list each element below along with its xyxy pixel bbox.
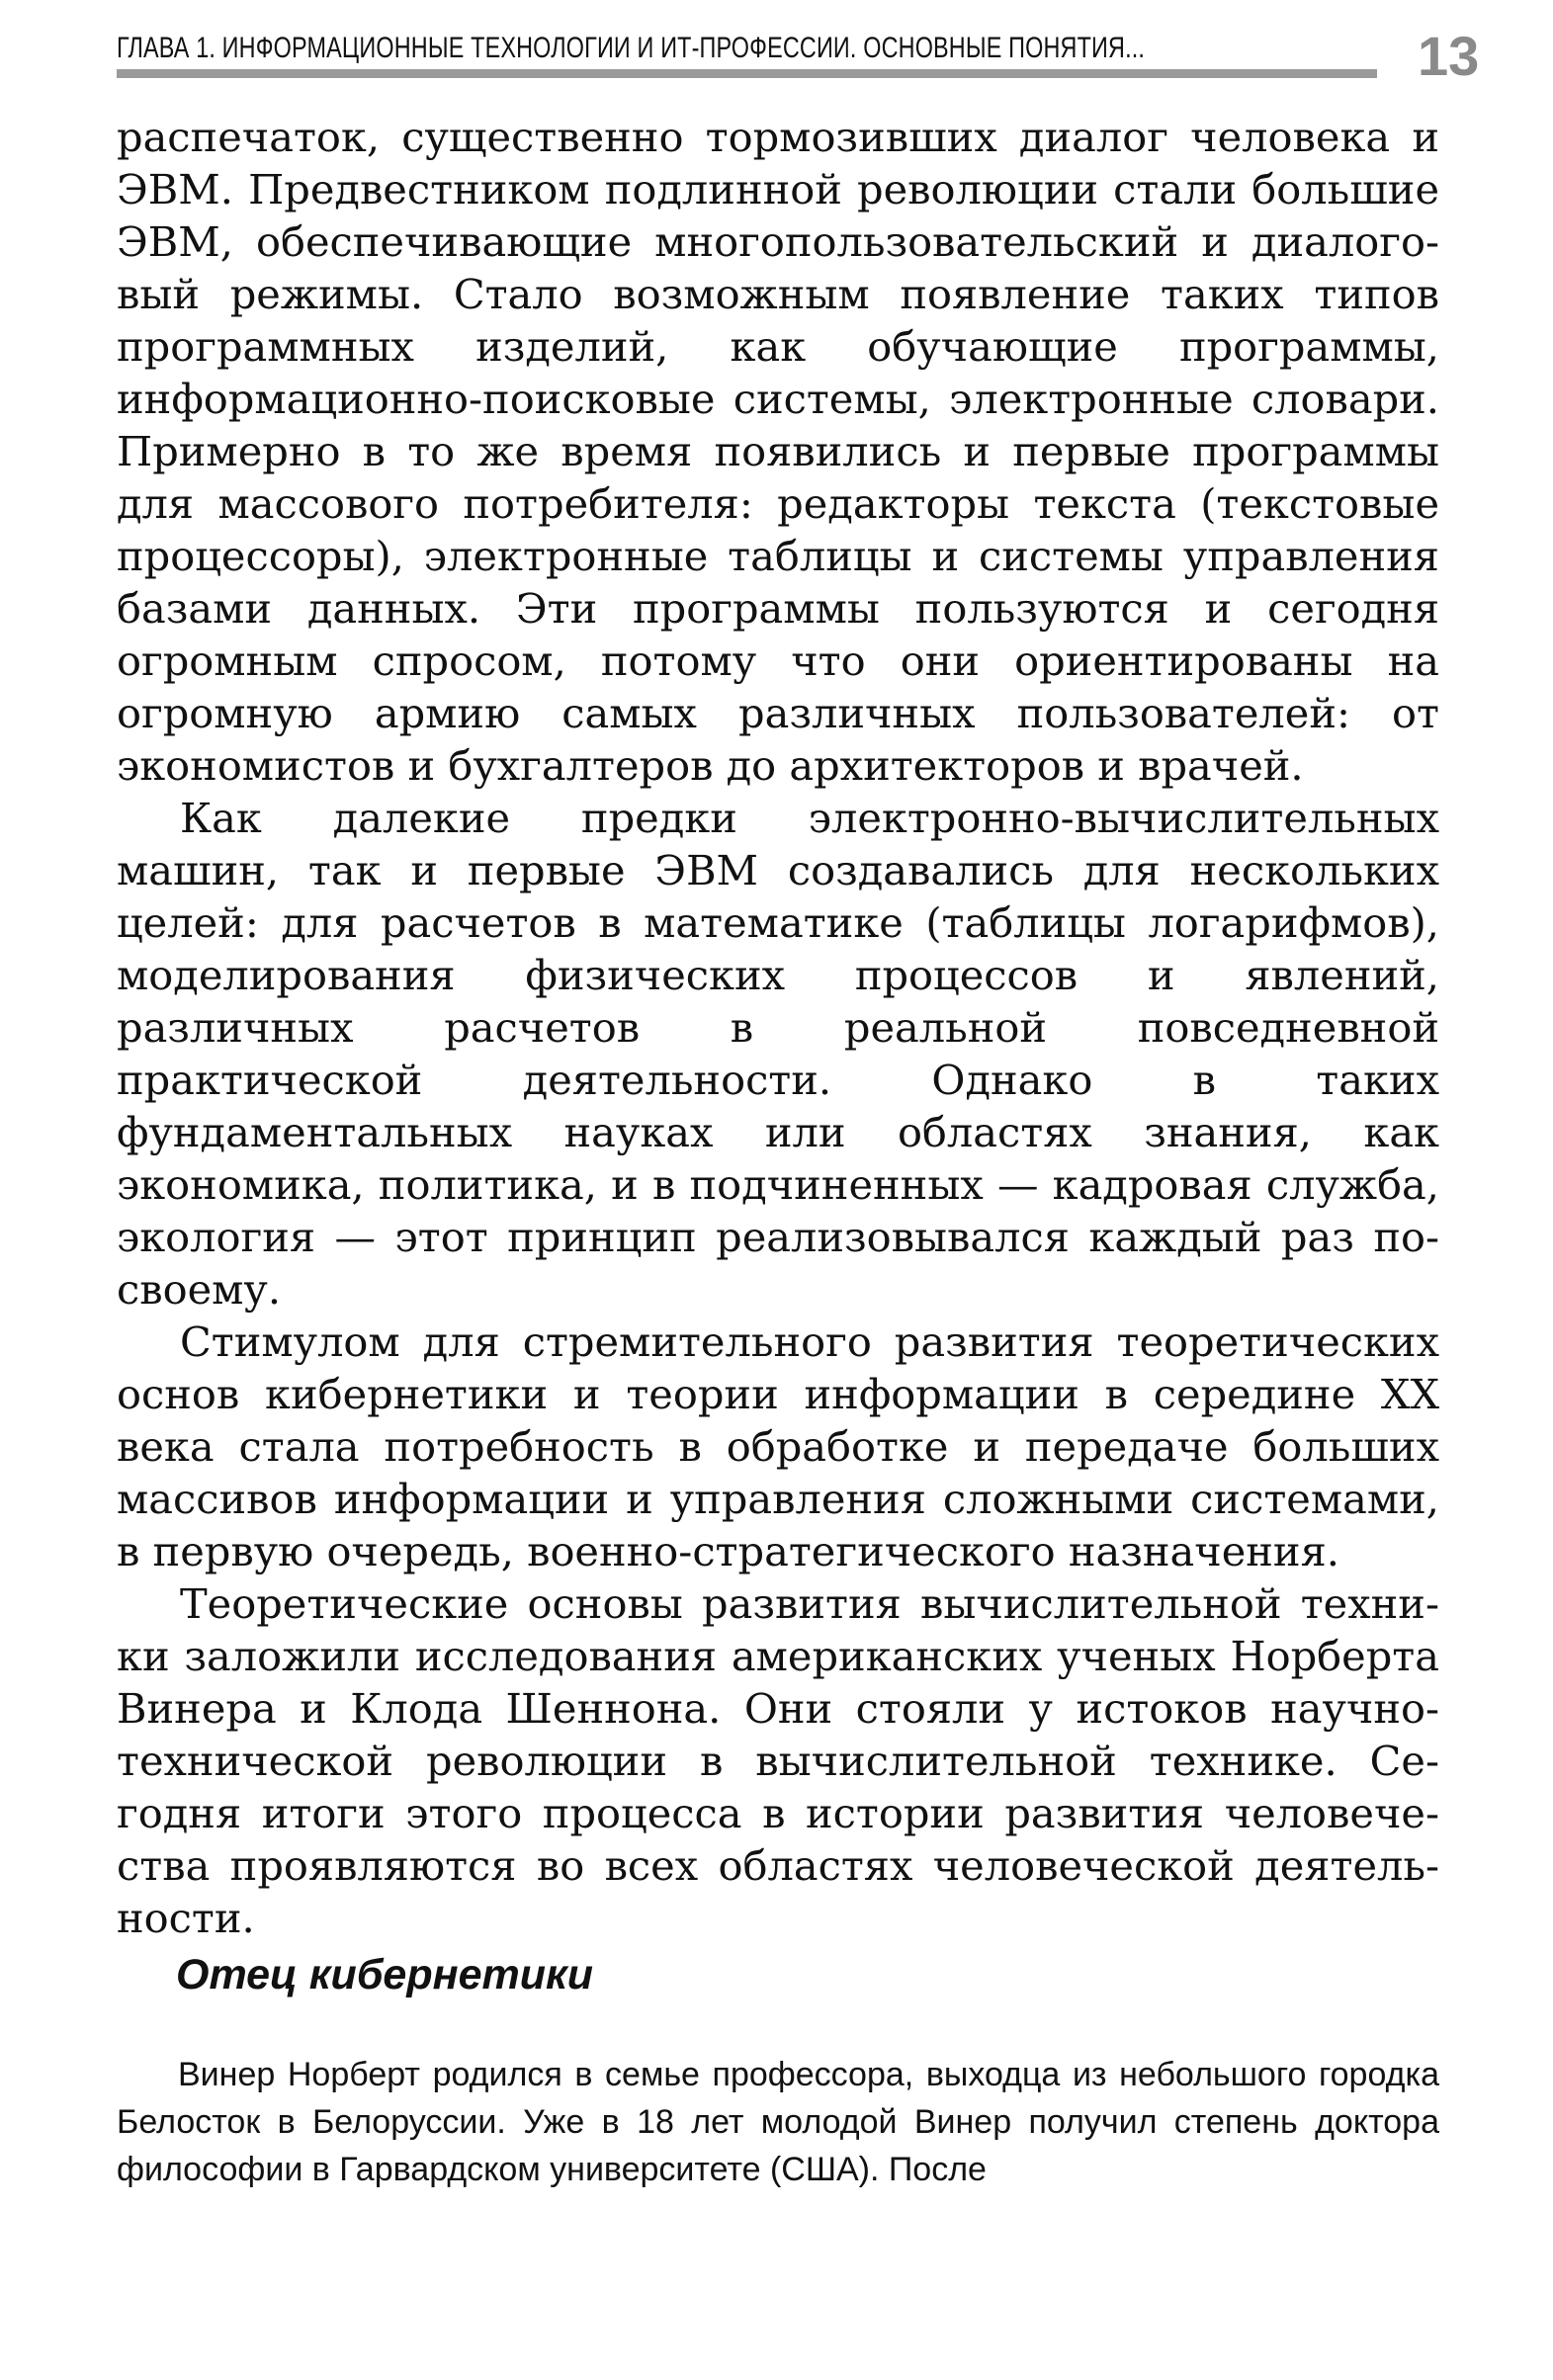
box-paragraph: Винер Норберт родился в семье профессора, выходца из небольшого городка Белосток в Белоруссии. Уже в 18 лет молодой Винер получил степень доктора философии в Гарвардском университете (США). После [117, 2056, 1439, 2188]
page-number: 13 [1418, 25, 1480, 87]
paragraph: распечаток, существенно тормозивших диалог человека и ЭВМ. Предвестником подлинной революции стали большие ЭВМ, обеспечивающие многопользовательский и диалоговый режимы. Стало возможным появление таких типов программных изделий, как обучающие программы, информационно-поисковые системы, электронные словари. Примерно в то же время появились и первые программы для массового потребителя: редакторы текста (текстовые процессоры), электронные таблицы и системы управления базами данных. Эти программы пользуются и сегодня огромным спросом, потому что они ориентированы на огромную армию самых различных пользователей: от экономистов и бухгалтеров до архитекторов и врачей. [117, 113, 1439, 790]
header-rule [117, 69, 1377, 78]
box-heading: Отец кибернетики [176, 1951, 594, 1998]
paragraph: Как далекие предки электронно-вычислительных машин, так и первые ЭВМ создавались для нескольких целей: для расчетов в математике (таблицы логарифмов), моделирования физических процессов и явлений, различных расчетов в реальной повседневной практической деятельности. Однако в таких фундаментальных науках или областях знания, как экономика, политика, и в подчиненных — кадровая служба, экология — этот принцип реализовывался каждый раз по-своему. [117, 794, 1439, 1314]
paragraph: Теоретические основы развития вычислительной техники заложили исследования американских ученых Норберта Винера и Клода Шеннона. Они стояли у истоков научно-технической революции в вычислительной технике. Сегодня итоги этого процесса в истории развития человечества проявляются во всех областях человеческой деятельности. [117, 1579, 1439, 1942]
main-text [117, 111, 1439, 1944]
running-head-text: ГЛАВА 1. ИНФОРМАЦИОННЫЕ ТЕХНОЛОГИИ И ИТ-ПРОФЕССИИ. ОСНОВНЫЕ ПОНЯТИЯ... [117, 32, 1146, 64]
paragraph: Стимулом для стремительного развития теоретических основ кибернетики и теории информации в середине XX века стала потребность в обработке и передаче больших массивов информации и управления сложными системами, в первую очередь, военно-стратегического назначения. [117, 1318, 1439, 1575]
